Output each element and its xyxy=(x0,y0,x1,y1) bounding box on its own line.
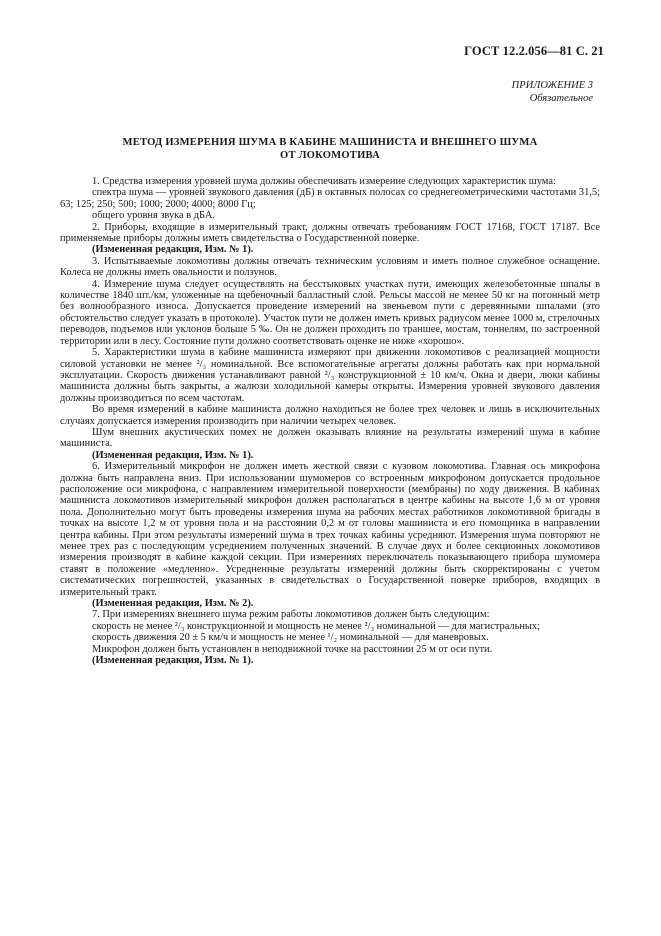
paragraph: 5. Характеристики шума в кабине машиниста измеряют при движении локомотивов с реализацией мощности силовой установки не менее ²/₃ номинальной. Все вспомогательные агрегаты должны работать как при нормальной эксплуатации. Скорость движения устанавливают равной ²/₃ конструкционной ± 10 км/ч. Окна и двери, люки кабины машиниста должны быть закрыты, а жалюзи холодильной камеры открыты. Измерения уровней звукового давления должны производиться по всем частотам. xyxy=(60,347,600,404)
paragraph: 7. При измерениях внешнего шума режим работы локомотивов должен быть следующим: xyxy=(92,609,490,621)
document-body xyxy=(60,176,600,666)
paragraph: 2. Приборы, входящие в измерительный тракт, должны отвечать требованиям ГОСТ 17168, ГОСТ 17187. Все применяемые приборы должны иметь свидетельства о Государственной поверке. xyxy=(60,221,600,245)
paragraph: общего уровня звука в дБА. xyxy=(92,210,215,222)
paragraph: 4. Измерение шума следует осуществлять на бесстыковых участках пути, имеющих железобетонные шпалы в количестве 1840 шт./км, уложенные на щебеночный балластный слой. Рельсы массой не менее 50 кг на погонный метр без волнообразного износа. Допускается проведение измерений на звеньевом пути с деревянными шпалами (это обстоятельство следует указать в протоколе). Участок пути не должен иметь кривых радиусом менее 1000 м, стрелочных переводов, подъемов или уклонов больше 5 ‰. Он не должен проходить по траншее, мостам, тоннелям, по застроенной территории или в лесу. Состояние пути должно соответствовать оценке не ниже «хорошо». xyxy=(60,278,600,347)
paragraph: Шум внешних акустических помех не должен оказывать влияние на результаты измерений шума в кабине машиниста. xyxy=(60,426,600,450)
appendix-label: ПРИЛОЖЕНИЕ 3 xyxy=(511,80,593,91)
paragraph: скорость не менее ²/₃ конструкционной и мощность не менее ²/₃ номинальной — для магистральных; xyxy=(92,620,540,632)
amendment-note: (Измененная редакция, Изм. № 1). xyxy=(92,449,254,461)
standard-header: ГОСТ 12.2.056—81 С. 21 xyxy=(464,44,604,58)
paragraph: спектра шума — уровней звукового давления (дБ) в октавных полосах со среднегеометрическими частотами 31,5; 63; 125; 250; 500; 1000; 2000; 4000; 8000 Гц; xyxy=(60,187,600,210)
paragraph: скорость движения 20 ± 5 км/ч и мощность не менее ¹/₂ номинальной — для маневровых. xyxy=(92,632,489,644)
appendix-block xyxy=(512,79,593,105)
paragraph: 1. Средства измерения уровней шума должны обеспечивать измерение следующих характеристик шума: xyxy=(92,176,556,187)
paragraph: Во время измерений в кабине машиниста должно находиться не более трех человек и лишь в исключительных случаях допускается измерения производить при наличии четырех человек. xyxy=(60,404,600,427)
title-line-2: ОТ ЛОКОМОТИВА xyxy=(280,150,380,161)
title-line-1: МЕТОД ИЗМЕРЕНИЯ ШУМА В КАБИНЕ МАШИНИСТА И ВНЕШНЕГО ШУМА xyxy=(122,137,538,148)
paragraph: Микрофон должен быть установлен в неподвижной точке на расстоянии 25 м от оси пути. xyxy=(92,643,493,655)
amendment-note: (Измененная редакция, Изм. № 1). xyxy=(92,655,254,667)
amendment-note: (Измененная редакция, Изм. № 1). xyxy=(92,244,254,256)
document-title xyxy=(60,136,600,162)
paragraph: 3. Испытываемые локомотивы должны отвечать техническим условиям и иметь полное служебное оснащение. Колеса не должны иметь овальности и ползунов. xyxy=(60,255,600,279)
appendix-status: Обязательное xyxy=(529,93,593,104)
amendment-note: (Измененная редакция, Изм. № 2). xyxy=(92,598,254,610)
paragraph: 6. Измерительный микрофон не должен иметь жесткой связи с кузовом локомотива. Главная ось микрофона должна быть направлена вниз. При использовании шумомеров со встроенным микрофоном допускается продольное расположение оси микрофона, с направлением измерительной поверхности (мембраны) по ходу движения. В кабинах машиниста локомотивов измерительный микрофон должен располагаться в центре кабины на высоте 1,6 м от уровня пола. Дополнительно могут быть проведены измерения шума на рабочих местах работников локомотивной бригады в точках на высоте 1,2 м от уровня пола и на расстоянии 0,2 м от головы машиниста и его помощника в направлении центра кабины. При этом результаты измерений шума в трех точках кабины усредняют. Измерения шума повторяют не менее трех раз с последующим усреднением полученных значений. В случае двух и более секционных локомотивов измерения производят в кабине каждой секции. При измерениях переключатель показывающего прибора шумомера ставят в положение «медленно». Усредненные результаты измерений должны быть скорректированы с учетом систематических погрешностей, указанных в свидетельствах о Государственной поверке приборов, входящих в измерительный тракт. xyxy=(60,461,600,598)
